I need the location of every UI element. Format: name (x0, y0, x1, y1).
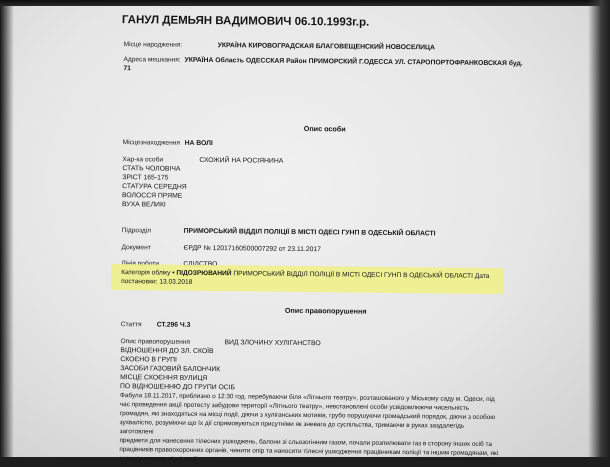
person-title: ГАНУЛ ДЕМЬЯН ВАДИМОВИЧ 06.10.1993г.р. (121, 14, 370, 29)
category-date: постановки: 13.03.2018 (121, 278, 193, 286)
traits-label: Хар-ка особи (122, 156, 164, 164)
category-label: Категорія обліку (121, 269, 171, 277)
trait-item: СТАТУРА СЕРЕДНЯ (122, 183, 187, 191)
person-description-heading: Опис особи (303, 124, 346, 134)
location-value: НА ВОЛІ (184, 139, 213, 148)
fabula-line: 18.11.2017, приблизно о 12:30 год. перебуваючи біля «Літнього театру», розташованого у Міському саду м. Одеси, під (143, 392, 495, 404)
unit-label: Підрозділ (121, 227, 152, 235)
offense-desc-value: ВИД ЗЛОЧИНУ ХУЛІГАНСТВО (224, 339, 321, 348)
fabula-line: предмети для нанесення тілесних ушкоджень, балони зі сльозогінним газом, почали розпилювати газ в сторону інших осіб та (119, 437, 492, 449)
offense-items-list (120, 346, 235, 392)
category-rest: ПРИМОРСЬКИЙ ВІДДІЛ ПОЛІЦІЇ В МІСТІ ОДЕСІ ГУНП В ОДЕСЬКІЙ ОБЛАСТІ Дата (233, 270, 490, 280)
traits-list (122, 164, 187, 210)
fabula-line: зухвалістю, розуміючи що їх дії спрямовуються присутніми як зневага до суспільства, тримаючи в руках заздалегідь заготовлені (119, 419, 465, 436)
monitor-bezel-right (588, 0, 610, 457)
trait-item: ВОЛОССЯ ПРЯМЕ (122, 192, 183, 200)
offense-desc-label: Опис правопорушення (120, 338, 191, 346)
address-label: Адреса мешкання: (123, 56, 181, 64)
trait-item: ЗРІСТ 165-175 (122, 174, 169, 182)
offense-item: ЗАСОБИ ГАЗОВИЙ БАЛОНЧИК (120, 365, 221, 374)
fabula-line: знаходились на місці події. (119, 455, 200, 463)
fabula-line: час проведення акції протесту забудови території «Літнього театру», невстановлені особи усвідомлюючи чисельність (119, 401, 470, 412)
address-value-line1: УКРАЇНА Область ОДЕССКАЯ Район ПРИМОРСКИЙ Г.ОДЕССА УЛ. СТАРОПОРТОФРАНКОВСКАЯ буд. (184, 56, 523, 68)
offense-item: ПО ВІДНОШЕННЮ ДО ГРУПИ ОСІБ (120, 383, 236, 392)
address-value-line2: 71 (123, 65, 131, 73)
article-value: СТ.296 Ч.3 (156, 321, 191, 329)
traits-value: СХОЖИЙ НА РОСІЯНИНА (199, 156, 284, 165)
birthplace-label: Місце народження: (123, 41, 183, 49)
document-label: Документ (121, 244, 151, 252)
fabula-line: працівників правоохоронних органів, чинити опір та наносити тілесні ушкодження працівникам поліції та іншим громадянам, які (119, 446, 499, 458)
fabula-label: Фабула (119, 392, 143, 400)
offense-item: СКОЄНО В ГРУПІ (120, 356, 178, 364)
trait-item: ВУХА ВЕЛИКІ (121, 201, 166, 209)
article-label: Стаття (120, 321, 142, 329)
fabula-paragraph (119, 391, 500, 467)
birthplace-value: УКРАЇНА КИРОВОГРАДСКАЯ БЛАГОВЕЩЕНСКИЙ НОВОСЕЛИЦА (217, 42, 435, 52)
monitor-bezel-left (0, 0, 14, 457)
location-label: Місцезнаходження (122, 139, 180, 147)
unit-value: ПРИМОРСЬКИЙ ВІДДІЛ ПОЛІЦІЇ В МІСТІ ОДЕСІ ГУНП В ОДЕСЬКІЙ ОБЛАСТІ (183, 227, 436, 238)
record-document (112, 10, 542, 463)
fabula-line: громадян, які знаходяться на місці події, діючи з хуліганських мотивів, грубо порушуючи громадський порядок, діючи з особою (119, 410, 496, 422)
offense-item: ВІДНОШЕННЯ ДО ЗЛ. СКОЇВ (120, 347, 214, 356)
offense-item: МІСЦЕ СКОЄННЯ ВУЛИЦЯ (120, 374, 208, 383)
offense-heading: Опис правопорушення (284, 305, 367, 316)
document-value: ЄРДР № 12017160500007292 от 23.11.2017 (183, 244, 322, 254)
category-value: • ПІДОЗРЮВАНИЙ (172, 269, 232, 278)
monitor-bezel-top (0, 0, 610, 6)
trait-item: СТАТЬ ЧОЛОВІЧА (122, 165, 181, 173)
